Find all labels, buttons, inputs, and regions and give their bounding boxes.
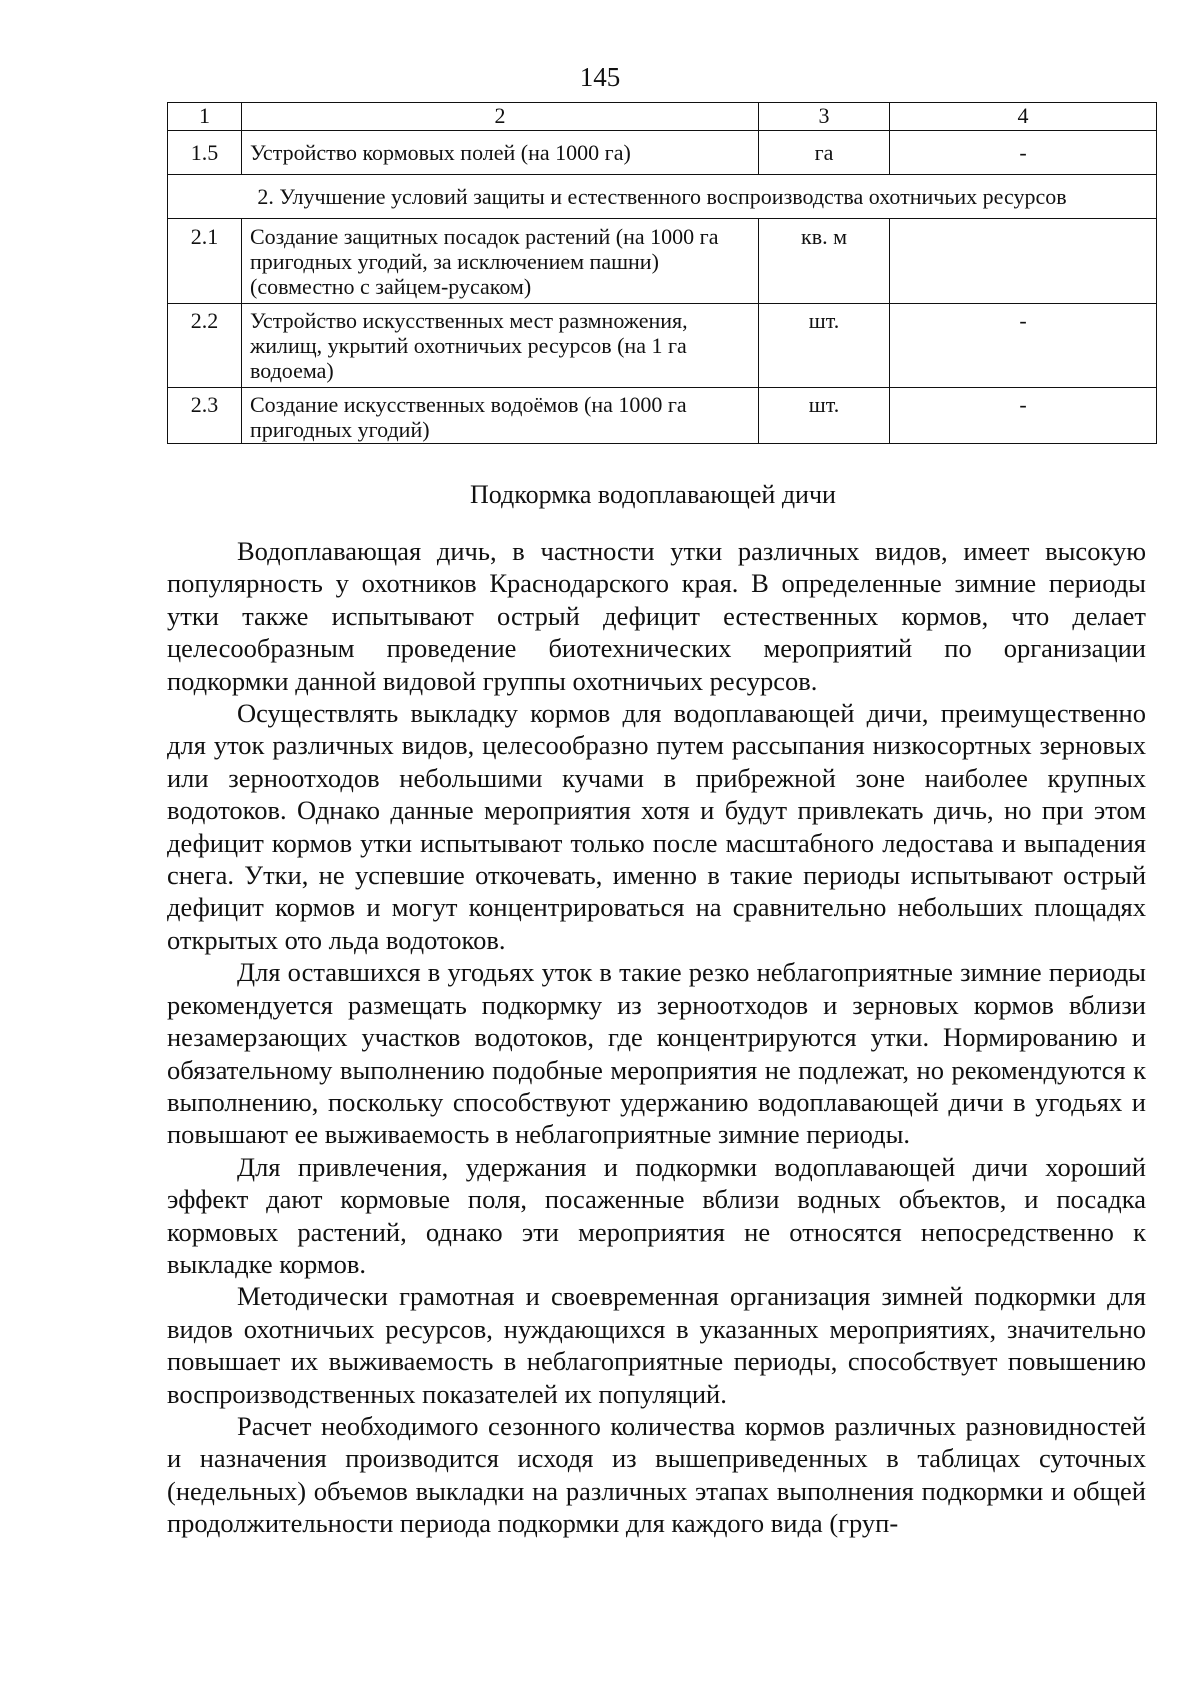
table-row <box>168 304 1157 388</box>
row-number: 2.1 <box>168 219 242 304</box>
row-unit: шт. <box>759 388 890 444</box>
row-unit: кв. м <box>759 219 890 304</box>
table-header-row <box>168 103 1157 131</box>
table-header-cell: 4 <box>890 103 1157 131</box>
row-value: - <box>890 388 1157 444</box>
row-number: 2.2 <box>168 304 242 388</box>
paragraph: Для оставшихся в угодьях уток в такие резко неблагоприятные зимние периоды рекомендуется размещать подкормку из зерноотходов и зерновых кормов вблизи незамерзающих участков водотоков, где концентрируются утки. Нормированию и обязательному выполнению подобные мероприятия не подлежат, но рекомендуются к выполнению, поскольку способствуют удержанию водоплавающей дичи в угодьях и повышают ее выживаемость в неблагоприятные зимние периоды. <box>167 957 1146 1150</box>
row-name: Создание искусственных водоёмов (на 1000 га пригодных угодий) <box>242 388 759 444</box>
table-row <box>168 219 1157 304</box>
row-value: - <box>890 131 1157 175</box>
table-header-cell: 2 <box>242 103 759 131</box>
row-number: 1.5 <box>168 131 242 175</box>
row-name: Создание защитных посадок растений (на 1000 га пригодных угодий, за исключением пашни) (совместно с зайцем-русаком) <box>242 219 759 304</box>
table-header-cell: 3 <box>759 103 890 131</box>
paragraph: Осуществлять выкладку кормов для водоплавающей дичи, преимущественно для уток различных видов, целесообразно путем рассыпания низкосортных зерновых или зерноотходов небольшими кучами в прибрежной зоне наиболее крупных водотоков. Однако данные мероприятия хотя и будут привлекать дичь, но при этом дефицит кормов утки испытывают только после масштабного ледостава и выпадения снега. Утки, не успевшие откочевать, именно в такие периоды испытывают острый дефицит кормов и могут концентрироваться на сравнительно небольших площадях открытых ото льда водотоков. <box>167 698 1146 955</box>
row-unit: шт. <box>759 304 890 388</box>
paragraph: Расчет необходимого сезонного количества кормов различных разновидностей и назначения производится исходя из вышеприведенных в таблицах суточных (недельных) объемов выкладки на различных этапах выполнения подкормки и общей продолжительности периода подкормки для каждого вида (груп- <box>167 1410 1146 1539</box>
page-number: 145 <box>579 62 621 92</box>
row-number: 2.3 <box>168 388 242 444</box>
paragraph: Водоплавающая дичь, в частности утки различных видов, имеет высокую популярность у охотников Краснодарского края. В определенные зимние периоды утки также испытывают острый дефицит естественных кормов, что делает целесообразным проведение биотехнических мероприятий по организации подкормки данной видовой группы охотничьих ресурсов. <box>167 536 1146 696</box>
row-unit: га <box>759 131 890 175</box>
table-header-cell: 1 <box>168 103 242 131</box>
table-section-title: 2. Улучшение условий защиты и естественного воспроизводства охотничьих ресурсов <box>168 175 1157 219</box>
row-value: - <box>890 304 1157 388</box>
row-name: Устройство искусственных мест размножения, жилищ, укрытий охотничьих ресурсов (на 1 га водоема) <box>242 304 759 388</box>
body-text <box>167 535 1146 1540</box>
table-section-row <box>168 175 1157 219</box>
table-row <box>168 131 1157 175</box>
measures-table <box>167 102 1157 444</box>
section-title: Подкормка водоплавающей дичи <box>470 480 836 509</box>
paragraph: Для привлечения, удержания и подкормки водоплавающей дичи хороший эффект дают кормовые поля, посаженные вблизи водных объектов, и посадка кормовых растений, однако эти мероприятия не относятся непосредственно к выкладке кормов. <box>167 1151 1146 1279</box>
paragraph: Методически грамотная и своевременная организация зимней подкормки для видов охотничьих ресурсов, нуждающихся в указанных мероприятиях, значительно повышает их выживаемость в неблагоприятные периоды, способствует повышению воспроизводственных показателей их популяций. <box>167 1281 1146 1409</box>
row-name: Устройство кормовых полей (на 1000 га) <box>242 131 759 175</box>
table-row <box>168 388 1157 444</box>
row-value <box>890 219 1157 304</box>
